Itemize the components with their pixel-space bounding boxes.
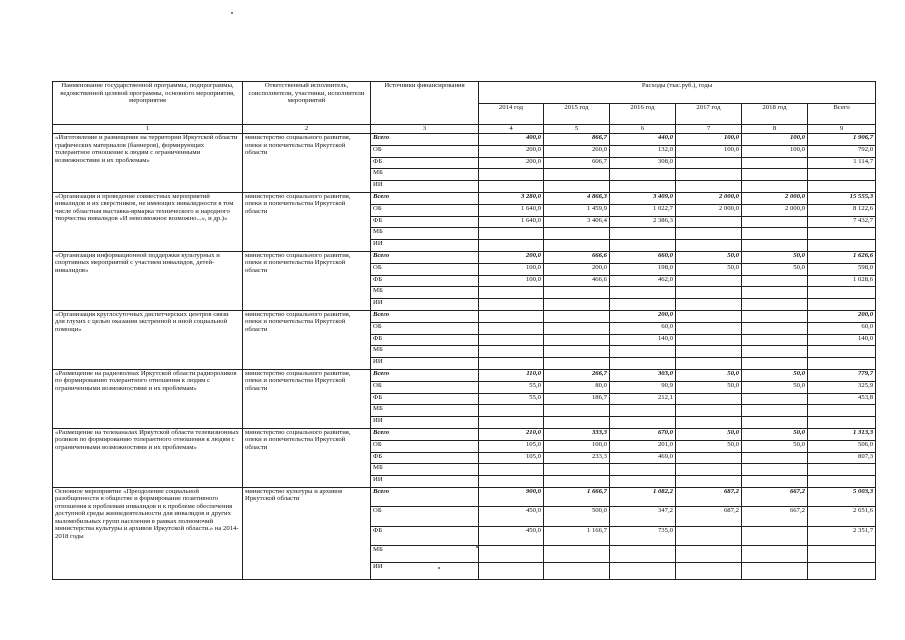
header-year: 2016 год	[610, 104, 676, 125]
amount-cell	[610, 405, 676, 417]
funding-source: ФБ	[371, 157, 479, 169]
amount-cell: 469,0	[610, 452, 676, 464]
amount-cell	[479, 417, 544, 429]
amount-total	[808, 228, 876, 240]
amount-total: 15 555,3	[808, 192, 876, 204]
amount-cell	[479, 169, 544, 181]
amount-total	[808, 181, 876, 193]
funding-source: ОБ	[371, 507, 479, 527]
scan-speck	[438, 567, 440, 569]
funding-source: Всего	[371, 192, 479, 204]
amount-cell	[479, 346, 544, 358]
funding-source: ФБ	[371, 526, 479, 546]
amount-cell: 55,0	[479, 381, 544, 393]
amount-total	[808, 240, 876, 252]
amount-cell: 687,2	[676, 507, 742, 527]
amount-cell: 80,0	[544, 381, 610, 393]
amount-total: 2 651,6	[808, 507, 876, 527]
amount-cell	[544, 310, 610, 322]
amount-cell	[742, 417, 808, 429]
column-number: 1	[53, 125, 243, 134]
amount-cell: 2 000,0	[742, 204, 808, 216]
amount-cell: 90,9	[610, 381, 676, 393]
funding-source: Всего	[371, 310, 479, 322]
amount-cell: 50,0	[742, 251, 808, 263]
amount-cell: 50,0	[676, 251, 742, 263]
column-number: 7	[676, 125, 742, 134]
amount-cell	[742, 240, 808, 252]
column-number: 9	[808, 125, 876, 134]
measure-executor: министерство социального развития, опеки и попечительства Иркутской области	[243, 134, 371, 193]
header-total: Всего	[808, 104, 876, 125]
amount-total: 1 626,6	[808, 251, 876, 263]
amount-cell: 200,0	[610, 310, 676, 322]
header-year: 2015 год	[544, 104, 610, 125]
amount-cell: 210,0	[479, 428, 544, 440]
amount-cell: 2 000,0	[676, 204, 742, 216]
amount-total: 1 114,7	[808, 157, 876, 169]
amount-total: 5 003,3	[808, 487, 876, 507]
amount-cell: 1 459,9	[544, 204, 610, 216]
funding-source: ИИ	[371, 476, 479, 488]
amount-cell: 500,0	[544, 507, 610, 527]
amount-cell: 200,0	[479, 145, 544, 157]
column-number: 3	[371, 125, 479, 134]
amount-cell	[544, 287, 610, 299]
amount-total: 792,0	[808, 145, 876, 157]
amount-cell: 105,0	[479, 452, 544, 464]
amount-cell	[610, 169, 676, 181]
amount-cell	[544, 334, 610, 346]
funding-source: Всего	[371, 251, 479, 263]
amount-cell	[544, 417, 610, 429]
amount-cell	[479, 358, 544, 370]
amount-cell: 450,0	[479, 507, 544, 527]
funding-source: Всего	[371, 134, 479, 146]
amount-cell	[676, 563, 742, 580]
amount-cell	[676, 346, 742, 358]
amount-cell: 100,0	[479, 275, 544, 287]
amount-cell: 50,0	[742, 263, 808, 275]
amount-cell: 1 640,0	[479, 204, 544, 216]
amount-cell: 105,0	[479, 440, 544, 452]
funding-source: ОБ	[371, 440, 479, 452]
amount-cell: 866,7	[544, 134, 610, 146]
amount-cell: 100,0	[479, 263, 544, 275]
amount-cell	[544, 476, 610, 488]
amount-cell: 201,0	[610, 440, 676, 452]
amount-cell	[676, 181, 742, 193]
amount-cell	[742, 452, 808, 464]
amount-cell: 462,0	[610, 275, 676, 287]
measure-name: «Изготовление и размещение на территории Иркутской области графических материалов (баннеров), формирующих толерантное отношение к людям с ограниченными возможностями и их проблемам»	[53, 134, 243, 193]
amount-cell: 100,0	[676, 145, 742, 157]
amount-cell	[676, 310, 742, 322]
amount-total: 325,9	[808, 381, 876, 393]
amount-cell	[676, 228, 742, 240]
amount-cell: 666,6	[544, 251, 610, 263]
amount-cell	[676, 169, 742, 181]
amount-cell	[544, 299, 610, 311]
amount-cell: 1 082,2	[610, 487, 676, 507]
column-numbers-row	[53, 125, 876, 134]
amount-cell	[479, 287, 544, 299]
amount-cell	[610, 181, 676, 193]
funding-source: ОБ	[371, 381, 479, 393]
amount-cell	[742, 526, 808, 546]
amount-cell	[544, 169, 610, 181]
funding-source: МБ	[371, 405, 479, 417]
amount-cell	[610, 417, 676, 429]
amount-cell	[742, 334, 808, 346]
amount-cell	[742, 299, 808, 311]
table-row	[53, 428, 876, 440]
funding-source: Всего	[371, 428, 479, 440]
amount-cell: 186,7	[544, 393, 610, 405]
amount-cell: 100,0	[544, 440, 610, 452]
financing-table	[52, 81, 876, 580]
amount-total: 2 351,7	[808, 526, 876, 546]
amount-cell	[544, 358, 610, 370]
amount-cell	[676, 334, 742, 346]
amount-cell	[676, 240, 742, 252]
amount-cell	[742, 169, 808, 181]
funding-source: ИИ	[371, 563, 479, 580]
amount-total: 1 906,7	[808, 134, 876, 146]
amount-total	[808, 346, 876, 358]
funding-source: ИИ	[371, 358, 479, 370]
amount-cell: 266,7	[544, 369, 610, 381]
amount-cell	[676, 157, 742, 169]
amount-cell: 606,7	[544, 157, 610, 169]
funding-source: ОБ	[371, 322, 479, 334]
column-number: 8	[742, 125, 808, 134]
amount-cell: 200,0	[479, 157, 544, 169]
amount-cell: 132,0	[610, 145, 676, 157]
amount-cell	[676, 216, 742, 228]
amount-total: 60,0	[808, 322, 876, 334]
funding-source: ФБ	[371, 216, 479, 228]
amount-cell: 55,0	[479, 393, 544, 405]
measure-name: «Организация круглосуточных диспетчерских центров связи для глухих с целью оказания экстренной и иной социальной помощи»	[53, 310, 243, 369]
column-number: 2	[243, 125, 371, 134]
amount-cell: 2 000,0	[676, 192, 742, 204]
amount-cell	[479, 310, 544, 322]
amount-total: 807,3	[808, 452, 876, 464]
measure-executor: министерство культуры и архивов Иркутской области	[243, 487, 371, 580]
amount-cell: 3 409,0	[610, 192, 676, 204]
funding-source: ФБ	[371, 452, 479, 464]
header-name: Наименование государственной программы, подпрограммы, ведомственной целевой программы, основного мероприятия, мероприятия	[53, 82, 243, 125]
amount-cell: 100,0	[742, 145, 808, 157]
amount-cell: 687,2	[676, 487, 742, 507]
funding-source: МБ	[371, 169, 479, 181]
amount-cell: 3 280,0	[479, 192, 544, 204]
amount-total: 598,0	[808, 263, 876, 275]
amount-cell	[676, 452, 742, 464]
funding-source: МБ	[371, 346, 479, 358]
measure-name: «Размещение на телеканалах Иркутской области телевизионных роликов по формированию толерантного отношения к людям с ограниченными возможностями и их проблемам»	[53, 428, 243, 487]
amount-cell	[610, 476, 676, 488]
amount-cell: 2 386,3	[610, 216, 676, 228]
amount-cell: 3 406,4	[544, 216, 610, 228]
amount-cell	[544, 322, 610, 334]
header-executor: Ответственный исполнитель, соисполнители, участники, исполнители мероприятий	[243, 82, 371, 125]
amount-total	[808, 417, 876, 429]
measure-name: «Организация информационной поддержки культурных и спортивных мероприятий с участием инвалидов, детей-инвалидов»	[53, 251, 243, 310]
amount-cell: 50,0	[676, 428, 742, 440]
amount-cell	[676, 464, 742, 476]
header-row	[53, 82, 876, 104]
amount-cell	[610, 299, 676, 311]
amount-cell: 466,6	[544, 275, 610, 287]
header-expenses: Расходы (тыс.руб.), годы	[479, 82, 876, 104]
amount-cell	[742, 275, 808, 287]
header-year: 2014 год	[479, 104, 544, 125]
table-row	[53, 310, 876, 322]
measure-name: «Размещение на радиоволнах Иркутской области радиороликов по формированию толерантного отношения к людям с ограниченными возможностями и их проблемам»	[53, 369, 243, 428]
amount-cell	[742, 546, 808, 563]
funding-source: ИИ	[371, 417, 479, 429]
amount-cell	[544, 563, 610, 580]
amount-total	[808, 287, 876, 299]
funding-source: ОБ	[371, 145, 479, 157]
amount-cell: 50,0	[676, 381, 742, 393]
amount-cell	[610, 464, 676, 476]
amount-total	[808, 476, 876, 488]
measure-executor: министерство социального развития, опеки и попечительства Иркутской области	[243, 251, 371, 310]
scan-speck	[476, 546, 478, 548]
amount-cell	[610, 546, 676, 563]
amount-cell: 212,1	[610, 393, 676, 405]
table-row	[53, 134, 876, 146]
amount-total	[808, 405, 876, 417]
funding-source: ФБ	[371, 334, 479, 346]
amount-cell	[610, 287, 676, 299]
amount-cell: 50,0	[742, 369, 808, 381]
amount-cell	[676, 393, 742, 405]
amount-cell: 1 166,7	[544, 526, 610, 546]
amount-cell	[544, 346, 610, 358]
scan-speck	[231, 12, 233, 14]
amount-cell	[676, 322, 742, 334]
amount-cell	[544, 464, 610, 476]
amount-total: 779,7	[808, 369, 876, 381]
funding-source: МБ	[371, 464, 479, 476]
amount-total: 200,0	[808, 310, 876, 322]
measure-executor: министерство социального развития, опеки и попечительства Иркутской области	[243, 192, 371, 251]
funding-source: ОБ	[371, 204, 479, 216]
amount-cell	[479, 405, 544, 417]
amount-cell: 1 640,0	[479, 216, 544, 228]
amount-total	[808, 169, 876, 181]
amount-total	[808, 563, 876, 580]
funding-source: ФБ	[371, 275, 479, 287]
amount-cell	[742, 228, 808, 240]
financing-body	[53, 134, 876, 580]
amount-cell: 670,0	[610, 428, 676, 440]
amount-cell	[742, 393, 808, 405]
amount-cell	[610, 228, 676, 240]
funding-source: ИИ	[371, 299, 479, 311]
amount-cell	[544, 546, 610, 563]
amount-cell: 900,0	[479, 487, 544, 507]
amount-cell	[479, 476, 544, 488]
table-row	[53, 369, 876, 381]
amount-cell	[676, 405, 742, 417]
amount-cell: 110,0	[479, 369, 544, 381]
amount-cell	[479, 228, 544, 240]
amount-cell	[479, 464, 544, 476]
amount-cell: 50,0	[676, 369, 742, 381]
amount-total	[808, 464, 876, 476]
amount-cell	[479, 240, 544, 252]
amount-cell: 333,3	[544, 428, 610, 440]
amount-cell	[479, 563, 544, 580]
amount-cell: 735,0	[610, 526, 676, 546]
amount-cell	[742, 346, 808, 358]
amount-cell	[742, 216, 808, 228]
measure-name: «Организация и проведение совместных мероприятий инвалидов и их сверстников, не имеющих инвалидности в том числе областная выставка-ярмарка технического и народного творчества инвалидов «И невозможное возможно...», и др.)»	[53, 192, 243, 251]
amount-cell	[676, 287, 742, 299]
amount-cell	[610, 346, 676, 358]
measure-executor: министерство социального развития, опеки и попечительства Иркутской области	[243, 428, 371, 487]
amount-cell: 400,0	[479, 134, 544, 146]
amount-cell: 450,0	[479, 526, 544, 546]
amount-cell: 100,0	[676, 134, 742, 146]
amount-cell: 200,0	[479, 251, 544, 263]
amount-total: 8 122,6	[808, 204, 876, 216]
amount-cell: 50,0	[676, 440, 742, 452]
amount-cell	[479, 181, 544, 193]
amount-cell: 660,0	[610, 251, 676, 263]
amount-cell: 2 000,0	[742, 192, 808, 204]
amount-cell	[676, 417, 742, 429]
amount-cell	[479, 322, 544, 334]
amount-cell	[479, 546, 544, 563]
amount-cell	[742, 476, 808, 488]
amount-cell	[742, 563, 808, 580]
amount-cell: 50,0	[742, 428, 808, 440]
amount-cell	[742, 157, 808, 169]
amount-cell: 303,0	[610, 369, 676, 381]
amount-total: 1 313,3	[808, 428, 876, 440]
amount-total	[808, 546, 876, 563]
amount-cell: 260,0	[544, 145, 610, 157]
table-row	[53, 251, 876, 263]
amount-cell: 667,2	[742, 507, 808, 527]
amount-cell: 60,0	[610, 322, 676, 334]
amount-cell	[479, 299, 544, 311]
amount-cell	[742, 181, 808, 193]
funding-source: ИИ	[371, 240, 479, 252]
funding-source: ОБ	[371, 263, 479, 275]
column-number: 6	[610, 125, 676, 134]
table-row	[53, 192, 876, 204]
amount-cell	[676, 299, 742, 311]
amount-total: 7 432,7	[808, 216, 876, 228]
amount-cell	[479, 334, 544, 346]
amount-cell: 233,3	[544, 452, 610, 464]
header-source: Источники финансирования	[371, 82, 479, 125]
funding-source: МБ	[371, 228, 479, 240]
amount-cell: 50,0	[742, 381, 808, 393]
amount-cell	[742, 464, 808, 476]
column-number: 5	[544, 125, 610, 134]
measure-executor: министерство социального развития, опеки и попечительства Иркутской области	[243, 310, 371, 369]
funding-source: ИИ	[371, 181, 479, 193]
amount-cell: 440,0	[610, 134, 676, 146]
amount-cell	[742, 287, 808, 299]
funding-source: МБ	[371, 287, 479, 299]
amount-cell	[610, 563, 676, 580]
amount-cell	[676, 546, 742, 563]
funding-source: ФБ	[371, 393, 479, 405]
amount-cell	[544, 228, 610, 240]
amount-cell: 1 666,7	[544, 487, 610, 507]
measure-executor: министерство социального развития, опеки и попечительства Иркутской области	[243, 369, 371, 428]
amount-cell	[676, 358, 742, 370]
amount-cell	[610, 240, 676, 252]
amount-cell: 100,0	[742, 134, 808, 146]
column-number: 4	[479, 125, 544, 134]
amount-total	[808, 299, 876, 311]
amount-cell: 667,2	[742, 487, 808, 507]
amount-total: 140,0	[808, 334, 876, 346]
amount-cell	[676, 275, 742, 287]
amount-cell: 140,0	[610, 334, 676, 346]
amount-cell: 4 866,3	[544, 192, 610, 204]
amount-total	[808, 358, 876, 370]
table-row	[53, 487, 876, 507]
amount-cell	[676, 526, 742, 546]
amount-total: 1 028,6	[808, 275, 876, 287]
amount-cell	[676, 476, 742, 488]
amount-cell	[742, 322, 808, 334]
amount-cell: 308,0	[610, 157, 676, 169]
amount-total: 506,0	[808, 440, 876, 452]
amount-cell: 50,0	[742, 440, 808, 452]
amount-cell	[610, 358, 676, 370]
header-year: 2017 год	[676, 104, 742, 125]
header-year: 2018 год	[742, 104, 808, 125]
amount-cell	[544, 240, 610, 252]
amount-cell: 198,0	[610, 263, 676, 275]
funding-source: Всего	[371, 369, 479, 381]
amount-cell: 50,0	[676, 263, 742, 275]
amount-total: 453,8	[808, 393, 876, 405]
funding-source: Всего	[371, 487, 479, 507]
amount-cell: 347,2	[610, 507, 676, 527]
amount-cell	[544, 181, 610, 193]
amount-cell	[544, 405, 610, 417]
amount-cell	[742, 358, 808, 370]
funding-source: МБ	[371, 546, 479, 563]
amount-cell	[742, 405, 808, 417]
amount-cell: 1 022,7	[610, 204, 676, 216]
amount-cell	[742, 310, 808, 322]
measure-name: Основное мероприятие «Преодоление социальной разобщенности в обществе и формирование позитивного отношения к проблемам инвалидов и к проблеме обеспечения доступной среды жизнедеятельности для инвалидов и других маломобильных групп населения в рамках полномочий министерства культуры и архивов Иркутской области.» на 2014-2018 годы	[53, 487, 243, 580]
amount-cell: 200,0	[544, 263, 610, 275]
